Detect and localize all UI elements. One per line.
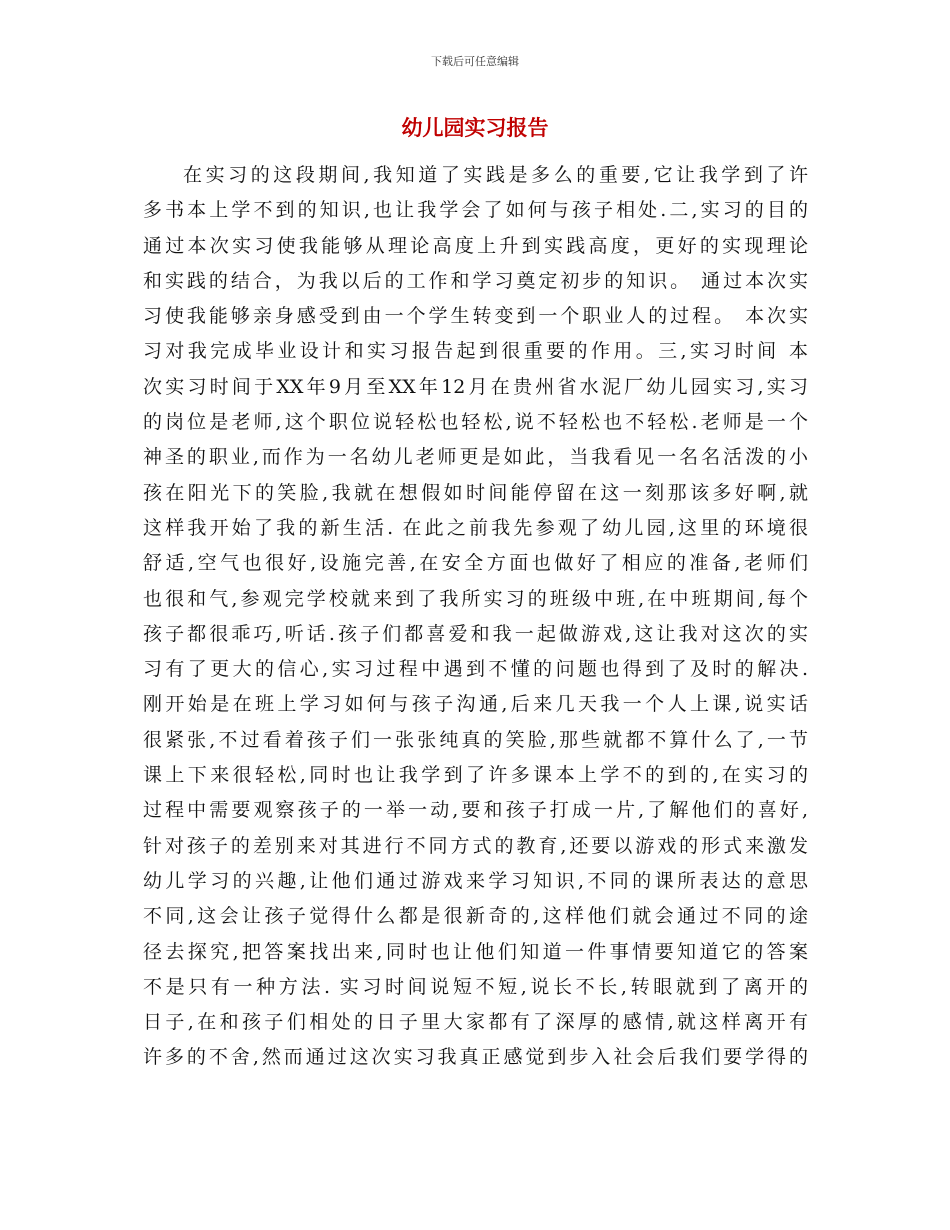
body-line: 孩子都很乖巧,听话.孩子们都喜爱和我一起做游戏,这让我对这次的实 [143, 622, 808, 645]
body-line: 也很和气,参观完学校就来到了我所实习的班级中班,在中班期间,每个 [143, 587, 808, 610]
body-line: 很紧张,不过看着孩子们一张张纯真的笑脸,那些就都不算什么了,一节 [143, 728, 808, 751]
body-line: 课上下来很轻松,同时也让我学到了许多课本上学不的到的,在实习的 [143, 764, 808, 787]
header-note: 下载后可任意编辑 [431, 55, 519, 68]
body-line: 许多的不舍,然而通过这次实习我真正感觉到步入社会后我们要学得的 [143, 1046, 808, 1069]
body-line: 次实习时间于XX年9月至XX年12月在贵州省水泥厂幼儿园实习,实习 [143, 375, 808, 398]
body-line: 习有了更大的信心,实习过程中遇到不懂的问题也得到了及时的解决. [143, 658, 808, 681]
body-line: 日子,在和孩子们相处的日子里大家都有了深厚的感情,就这样离开有 [143, 1011, 808, 1034]
body-line: 刚开始是在班上学习如何与孩子沟通,后来几天我一个人上课,说实话 [143, 693, 808, 716]
body-line: 径去探究,把答案找出来,同时也让他们知道一件事情要知道它的答案 [143, 940, 808, 963]
document-body [143, 158, 808, 1076]
body-line: 习使我能够亲身感受到由一个学生转变到一个职业人的过程。 本次实 [143, 305, 808, 328]
body-line: 这样我开始了我的新生活. 在此之前我先参观了幼儿园,这里的环境很 [143, 516, 808, 539]
body-line: 孩在阳光下的笑脸,我就在想假如时间能停留在这一刻那该多好啊,就 [143, 481, 808, 504]
body-line: 针对孩子的差别来对其进行不同方式的教育,还要以游戏的形式来激发 [143, 834, 808, 857]
body-line: 过程中需要观察孩子的一举一动,要和孩子打成一片,了解他们的喜好, [143, 799, 808, 822]
document-title: 幼儿园实习报告 [401, 116, 549, 140]
body-line: 不是只有一种方法. 实习时间说短不短,说长不长,转眼就到了离开的 [143, 975, 808, 998]
body-line: 在实习的这段期间,我知道了实践是多么的重要,它让我学到了许 [183, 164, 808, 186]
body-line: 通过本次实习使我能够从理论高度上升到实践高度，更好的实现理论 [143, 234, 808, 257]
body-line: 幼儿学习的兴趣,让他们通过游戏来学习知识,不同的课所表达的意思 [143, 869, 808, 892]
body-line: 舒适,空气也很好,设施完善,在安全方面也做好了相应的准备,老师们 [143, 552, 808, 575]
body-line: 习对我完成毕业设计和实习报告起到很重要的作用。三,实习时间 本 [143, 340, 808, 363]
body-line: 多书本上学不到的知识,也让我学会了如何与孩子相处.二,实习的目的 [143, 199, 808, 222]
body-line: 神圣的职业,而作为一名幼儿老师更是如此，当我看见一名名活泼的小 [143, 446, 808, 469]
body-line: 和实践的结合，为我以后的工作和学习奠定初步的知识。 通过本次实 [143, 269, 808, 292]
body-line: 不同,这会让孩子觉得什么都是很新奇的,这样他们就会通过不同的途 [143, 905, 808, 928]
body-line: 的岗位是老师,这个职位说轻松也轻松,说不轻松也不轻松.老师是一个 [143, 411, 808, 434]
